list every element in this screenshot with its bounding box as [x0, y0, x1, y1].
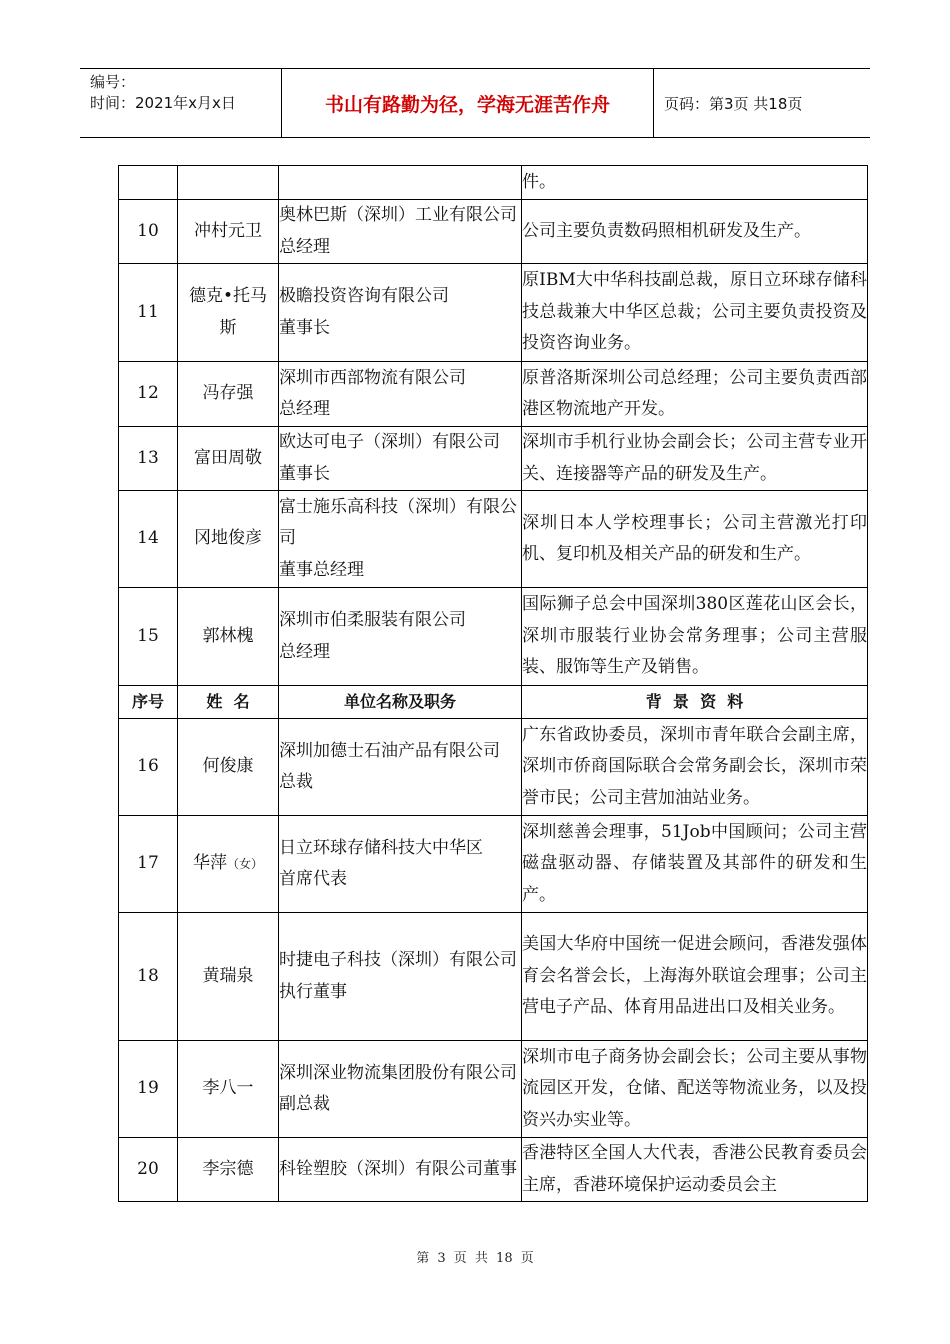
- header-page-label: 页码：第3页 共18页: [664, 94, 803, 113]
- table-row: [119, 719, 868, 816]
- row-number: 13: [119, 427, 178, 491]
- row-background: 国际狮子总会中国深圳380区莲花山区会长，深圳市服装行业协会常务理事；公司主营服装、服饰等生产及销售。: [522, 588, 868, 686]
- row-unit: 时捷电子科技（深圳）有限公司执行董事: [279, 913, 522, 1041]
- row-name-cell: [178, 816, 279, 913]
- table-row: [119, 427, 868, 491]
- table-row: [119, 362, 868, 427]
- row-name: 何俊康: [178, 719, 279, 816]
- row-number: 15: [119, 588, 178, 686]
- row-unit: 深圳加德士石油产品有限公司 总裁: [279, 719, 522, 816]
- row-name: 冯存强: [178, 362, 279, 427]
- row-unit: 深圳市西部物流有限公司 总经理: [279, 362, 522, 427]
- row-background: 原普洛斯深圳公司总经理；公司主要负责西部港区物流地产开发。: [522, 362, 868, 427]
- doc-date-label: 时间：2021年x月x日: [90, 94, 236, 112]
- row-background: 深圳日本人学校理事长；公司主营激光打印机、复印机及相关产品的研发和生产。: [522, 491, 868, 588]
- row-background: 公司主要负责数码照相机研发及生产。: [522, 200, 868, 264]
- col-header-background: 背 景 资 料: [522, 686, 868, 719]
- row-background: 深圳市电子商务协会副会长；公司主要从事物流园区开发，仓储、配送等物流业务，以及投资兴办实业等。: [522, 1041, 868, 1138]
- row-unit: 日立环球存储科技大中华区 首席代表: [279, 816, 522, 913]
- row-number: 18: [119, 913, 178, 1041]
- row-unit: 深圳市伯柔服装有限公司 总经理: [279, 588, 522, 686]
- row-name: 华萍: [192, 852, 227, 873]
- row-name: 德克•托马斯: [178, 264, 279, 362]
- row-unit: 深圳深业物流集团股份有限公司 副总裁: [279, 1041, 522, 1138]
- header-meta: [80, 69, 282, 137]
- row-name: 冈地俊彦: [178, 491, 279, 588]
- row-name: 李宗德: [178, 1138, 279, 1202]
- table-row: [119, 166, 868, 200]
- row-name: 冲村元卫: [178, 200, 279, 264]
- table-row: [119, 491, 868, 588]
- row-number: 20: [119, 1138, 178, 1202]
- member-table: [118, 165, 868, 1202]
- row-background: 原IBM大中华科技副总裁，原日立环球存储科技总裁兼大中华区总裁；公司主要负责投资及投资咨询业务。: [522, 264, 868, 362]
- table-header-row: [119, 686, 868, 719]
- row-number: 19: [119, 1041, 178, 1138]
- row-number: 12: [119, 362, 178, 427]
- table-row: [119, 588, 868, 686]
- row-name: [178, 166, 279, 200]
- doc-code-label: 编号：: [90, 73, 136, 91]
- row-unit: 欧达可电子（深圳）有限公司 董事长: [279, 427, 522, 491]
- table-row: [119, 913, 868, 1041]
- table-row: [119, 1041, 868, 1138]
- row-background: 深圳市手机行业协会副会长；公司主营专业开关、连接器等产品的研发及生产。: [522, 427, 868, 491]
- row-background: 美国大华府中国统一促进会顾问，香港发强体育会名誉会长，上海海外联谊会理事；公司主营电子产品、体育用品进出口及相关业务。: [522, 913, 868, 1041]
- row-number: 16: [119, 719, 178, 816]
- row-background: 香港特区全国人大代表，香港公民教育委员会主席，香港环境保护运动委员会主: [522, 1138, 868, 1202]
- row-name: 李八一: [178, 1041, 279, 1138]
- row-unit: [279, 166, 522, 200]
- row-number: 14: [119, 491, 178, 588]
- row-name-note: （女）: [226, 856, 263, 871]
- row-background: 件。: [522, 166, 868, 200]
- row-number: 17: [119, 816, 178, 913]
- table-row: [119, 264, 868, 362]
- header-motto: 书山有路勤为径，学海无涯苦作舟: [282, 69, 654, 137]
- table-row: [119, 1138, 868, 1202]
- row-name: 黄瑞泉: [178, 913, 279, 1041]
- col-header-unit: 单位名称及职务: [279, 686, 522, 719]
- row-background: 广东省政协委员，深圳市青年联合会副主席，深圳市侨商国际联合会常务副会长，深圳市荣誉市民；公司主营加油站业务。: [522, 719, 868, 816]
- row-name: 郭林槐: [178, 588, 279, 686]
- row-unit: 富士施乐高科技（深圳）有限公司 董事总经理: [279, 491, 522, 588]
- page-header: [80, 68, 870, 138]
- row-background: 深圳慈善会理事，51Job中国顾问；公司主营磁盘驱动器、存储装置及其部件的研发和生产。: [522, 816, 868, 913]
- row-unit: 奥林巴斯（深圳）工业有限公司总经理: [279, 200, 522, 264]
- row-number: 11: [119, 264, 178, 362]
- table-row: [119, 200, 868, 264]
- col-header-number: 序号: [119, 686, 178, 719]
- table-row: [119, 816, 868, 913]
- row-number: [119, 166, 178, 200]
- col-header-name: 姓 名: [178, 686, 279, 719]
- row-unit: 科铨塑胶（深圳）有限公司董事: [279, 1138, 522, 1202]
- row-unit: 极瞻投资咨询有限公司 董事长: [279, 264, 522, 362]
- page-footer: 第 3 页 共 18 页: [416, 1251, 534, 1266]
- row-name: 富田周敬: [178, 427, 279, 491]
- row-number: 10: [119, 200, 178, 264]
